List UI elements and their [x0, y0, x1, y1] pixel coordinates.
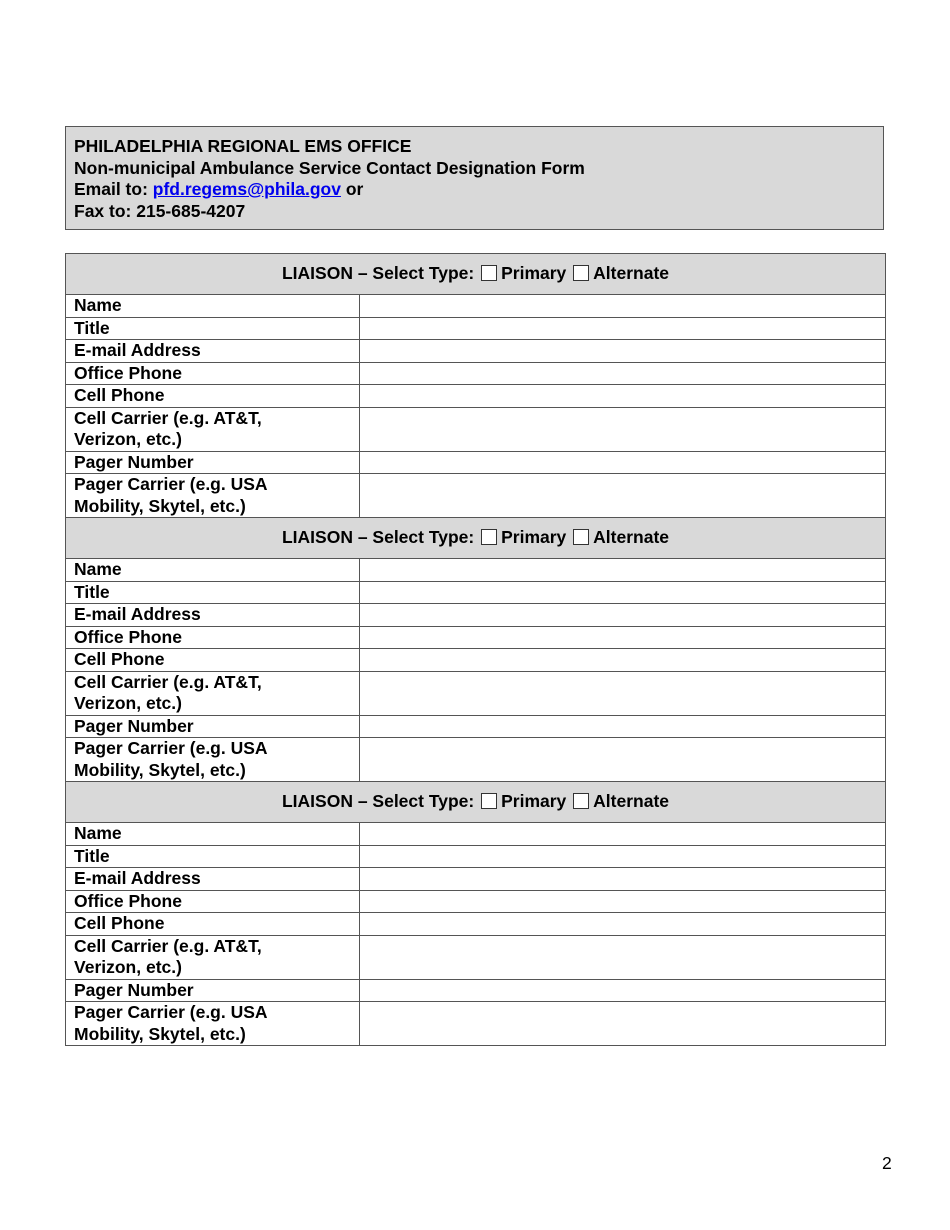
alternate-label: Alternate: [593, 791, 670, 812]
cell-carrier-line1: Cell Carrier (e.g. AT&T,: [74, 407, 262, 428]
section-header-cell: [66, 254, 886, 295]
title-input[interactable]: [360, 845, 886, 868]
email-line: [74, 179, 875, 201]
liaison-section-header: [66, 782, 886, 823]
title-label: Title: [66, 317, 360, 340]
cell-carrier-line1: Cell Carrier (e.g. AT&T,: [74, 671, 262, 692]
section-title: LIAISON – Select Type:: [281, 791, 475, 812]
office-name: PHILADELPHIA REGIONAL EMS OFFICE: [74, 136, 412, 156]
name-input[interactable]: [360, 295, 886, 318]
table-row: [66, 649, 886, 672]
cell-phone-input[interactable]: [360, 913, 886, 936]
office-phone-input[interactable]: [360, 362, 886, 385]
primary-label: Primary: [501, 527, 567, 548]
pager-number-input[interactable]: [360, 715, 886, 738]
pager-number-label: Pager Number: [66, 979, 360, 1002]
pager-number-input[interactable]: [360, 979, 886, 1002]
table-row: [66, 295, 886, 318]
table-row: [66, 738, 886, 782]
email-label: E-mail Address: [66, 340, 360, 363]
office-phone-input[interactable]: [360, 626, 886, 649]
title-input[interactable]: [360, 581, 886, 604]
table-row: [66, 581, 886, 604]
pager-carrier-label: [66, 1002, 360, 1046]
cell-carrier-line2: Verizon, etc.): [74, 693, 182, 713]
table-row: [66, 626, 886, 649]
pager-carrier-line2: Mobility, Skytel, etc.): [74, 495, 246, 516]
alternate-checkbox[interactable]: [573, 265, 589, 281]
primary-checkbox[interactable]: [481, 529, 497, 545]
name-label: Name: [66, 295, 360, 318]
cell-phone-input[interactable]: [360, 649, 886, 672]
cell-phone-label: Cell Phone: [66, 385, 360, 408]
cell-carrier-label: [66, 671, 360, 715]
pager-carrier-line2: Mobility, Skytel, etc.): [74, 759, 246, 780]
table-row: [66, 474, 886, 518]
table-row: [66, 935, 886, 979]
section-title: LIAISON – Select Type:: [281, 263, 475, 284]
table-row: [66, 604, 886, 627]
title-label: Title: [66, 581, 360, 604]
name-input[interactable]: [360, 559, 886, 582]
email-input[interactable]: [360, 868, 886, 891]
section-header-cell: [66, 518, 886, 559]
table-row: [66, 890, 886, 913]
table-row: [66, 559, 886, 582]
email-label: E-mail Address: [66, 604, 360, 627]
email-suffix: or: [340, 179, 364, 199]
alternate-label: Alternate: [593, 263, 670, 284]
table-row: [66, 671, 886, 715]
cell-carrier-line2: Verizon, etc.): [74, 957, 182, 977]
title-label: Title: [66, 845, 360, 868]
section-header-cell: [66, 782, 886, 823]
page-number: 2: [882, 1153, 892, 1173]
email-input[interactable]: [360, 604, 886, 627]
pager-carrier-line1: Pager Carrier (e.g. USA: [74, 1002, 268, 1022]
email-prefix: Email to:: [74, 179, 153, 199]
table-row: [66, 362, 886, 385]
pager-number-input[interactable]: [360, 451, 886, 474]
table-row: [66, 845, 886, 868]
office-phone-input[interactable]: [360, 890, 886, 913]
email-label: E-mail Address: [66, 868, 360, 891]
pager-carrier-input[interactable]: [360, 738, 886, 782]
table-row: [66, 823, 886, 846]
pager-carrier-label: [66, 474, 360, 518]
cell-carrier-label: [66, 407, 360, 451]
primary-checkbox[interactable]: [481, 265, 497, 281]
table-row: [66, 979, 886, 1002]
office-phone-label: Office Phone: [66, 890, 360, 913]
pager-carrier-input[interactable]: [360, 474, 886, 518]
office-phone-label: Office Phone: [66, 626, 360, 649]
name-label: Name: [66, 559, 360, 582]
table-row: [66, 340, 886, 363]
cell-carrier-line1: Cell Carrier (e.g. AT&T,: [74, 935, 262, 956]
fax-line: Fax to: 215-685-4207: [74, 200, 246, 221]
liaison-table: [65, 253, 886, 1046]
name-label: Name: [66, 823, 360, 846]
table-row: [66, 407, 886, 451]
pager-carrier-line1: Pager Carrier (e.g. USA: [74, 474, 268, 494]
alternate-label: Alternate: [593, 527, 670, 548]
cell-phone-label: Cell Phone: [66, 649, 360, 672]
pager-number-label: Pager Number: [66, 451, 360, 474]
table-row: [66, 1002, 886, 1046]
cell-carrier-input[interactable]: [360, 935, 886, 979]
primary-label: Primary: [501, 263, 567, 284]
table-row: [66, 317, 886, 340]
pager-carrier-input[interactable]: [360, 1002, 886, 1046]
office-phone-label: Office Phone: [66, 362, 360, 385]
cell-phone-label: Cell Phone: [66, 913, 360, 936]
cell-carrier-input[interactable]: [360, 671, 886, 715]
table-row: [66, 451, 886, 474]
primary-checkbox[interactable]: [481, 793, 497, 809]
alternate-checkbox[interactable]: [573, 793, 589, 809]
pager-carrier-label: [66, 738, 360, 782]
table-row: [66, 913, 886, 936]
title-input[interactable]: [360, 317, 886, 340]
cell-carrier-line2: Verizon, etc.): [74, 429, 182, 449]
pager-carrier-line1: Pager Carrier (e.g. USA: [74, 738, 268, 758]
email-link[interactable]: pfd.regems@phila.gov: [152, 179, 341, 199]
liaison-section-header: [66, 518, 886, 559]
alternate-checkbox[interactable]: [573, 529, 589, 545]
cell-phone-input[interactable]: [360, 385, 886, 408]
email-input[interactable]: [360, 340, 886, 363]
table-row: [66, 715, 886, 738]
pager-number-label: Pager Number: [66, 715, 360, 738]
section-title: LIAISON – Select Type:: [281, 527, 475, 548]
pager-carrier-line2: Mobility, Skytel, etc.): [74, 1023, 246, 1044]
form-title: Non-municipal Ambulance Service Contact Designation Form: [74, 157, 585, 178]
form-header: [65, 126, 884, 230]
table-row: [66, 868, 886, 891]
cell-carrier-label: [66, 935, 360, 979]
name-input[interactable]: [360, 823, 886, 846]
liaison-section-header: [66, 254, 886, 295]
cell-carrier-input[interactable]: [360, 407, 886, 451]
liaison-form: [65, 253, 885, 1046]
primary-label: Primary: [501, 791, 567, 812]
table-row: [66, 385, 886, 408]
